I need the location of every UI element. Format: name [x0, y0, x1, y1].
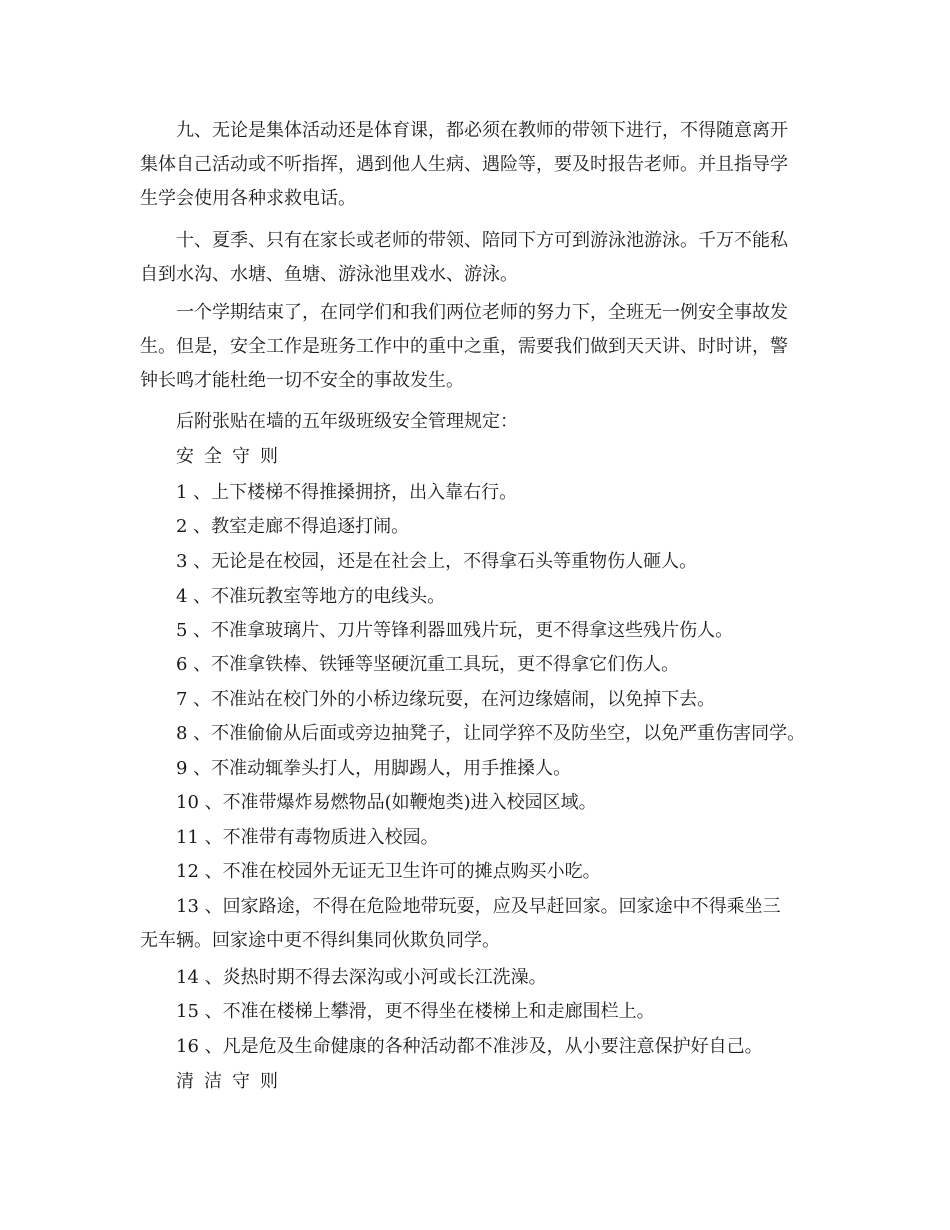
text-line: 生。但是，安全工作是班务工作中的重中之重，需要我们做到天天讲、时时讲，警	[140, 336, 788, 357]
text-line: 12 、不准在校园外无证无卫生许可的摊点购买小吃。	[176, 861, 601, 882]
text-line: 生学会使用各种求救电话。	[140, 188, 356, 209]
text-line: 九、无论是集体活动还是体育课，都必须在教师的带领下进行，不得随意离开	[176, 120, 788, 141]
safety-rule-item	[140, 995, 830, 1029]
text-line: 13 、回家路途，不得在危险地带玩耍，应及早赶回家。回家途中不得乘坐三	[176, 896, 781, 917]
safety-rule-item	[140, 545, 830, 579]
safety-rule-item	[140, 683, 830, 717]
text-line: 6 、不准拿铁棒、铁锤等坚硬沉重工具玩，更不得拿它们伤人。	[176, 654, 680, 675]
text-line: 后附张贴在墙的五年级班级安全管理规定：	[176, 411, 518, 432]
text-line: 一个学期结束了，在同学们和我们两位老师的努力下，全班无一例安全事故发	[176, 302, 788, 323]
text-line: 2 、教室走廊不得追逐打闹。	[176, 516, 410, 537]
text-line: 7 、不准站在校门外的小桥边缘玩耍，在河边缘嬉闹，以免掉下去。	[176, 689, 716, 710]
safety-rule-item	[140, 961, 830, 995]
text-line: 9 、不准动辄拳头打人，用脚踢人，用手推搡人。	[176, 758, 572, 779]
section-heading: 清洁守则	[176, 1071, 288, 1092]
text-line: 14 、炎热时期不得去深沟或小河或长江洗澡。	[176, 967, 547, 988]
safety-rule-item	[140, 855, 830, 889]
safety-rule-item	[140, 614, 830, 648]
paragraph-rule-nine	[140, 114, 830, 216]
safety-rule-item	[140, 1030, 830, 1064]
text-line: 5 、不准拿玻璃片、刀片等锋利器皿残片玩，更不得拿这些残片伤人。	[176, 620, 734, 641]
text-line: 自到水沟、水塘、鱼塘、游泳池里戏水、游泳。	[140, 264, 518, 285]
safety-rule-item	[140, 752, 830, 786]
paragraph-summary	[140, 296, 830, 398]
section-heading: 安全守则	[176, 446, 288, 467]
paragraph-appendix-intro	[140, 405, 830, 439]
text-line: 8 、不准偷偷从后面或旁边抽凳子，让同学猝不及防坐空，以免严重伤害同学。	[176, 723, 806, 744]
safety-rule-item	[140, 648, 830, 682]
safety-rule-item	[140, 717, 830, 751]
safety-rule-item	[140, 580, 830, 614]
text-line: 15 、不准在楼梯上攀滑，更不得坐在楼梯上和走廊围栏上。	[176, 1001, 655, 1022]
safety-rule-item	[140, 890, 830, 958]
safety-rule-item	[140, 786, 830, 820]
text-line: 10 、不准带爆炸易燃物品(如鞭炮类)进入校园区域。	[176, 792, 597, 813]
heading-cleaning-rules	[140, 1065, 830, 1099]
text-line: 16 、凡是危及生命健康的各种活动都不准涉及，从小要注意保护好自己。	[176, 1036, 763, 1057]
text-line: 1 、上下楼梯不得推搡拥挤，出入靠右行。	[176, 482, 518, 503]
text-line: 11 、不准带有毒物质进入校园。	[176, 827, 439, 848]
text-line: 集体自己活动或不听指挥，遇到他人生病、遇险等，要及时报告老师。并且指导学	[140, 154, 788, 175]
paragraph-rule-ten	[140, 224, 830, 292]
text-line: 4 、不准玩教室等地方的电线头。	[176, 586, 446, 607]
text-line: 无车辆。回家途中更不得纠集同伙欺负同学。	[140, 930, 500, 951]
text-line: 十、夏季、只有在家长或老师的带领、陪同下方可到游泳池游泳。千万不能私	[176, 230, 788, 251]
safety-rule-item	[140, 510, 830, 544]
text-line: 钟长鸣才能杜绝一切不安全的事故发生。	[140, 370, 464, 391]
text-line: 3 、无论是在校园，还是在社会上，不得拿石头等重物伤人砸人。	[176, 551, 698, 572]
safety-rule-item	[140, 476, 830, 510]
safety-rule-item	[140, 821, 830, 855]
heading-safety-rules	[140, 440, 830, 474]
